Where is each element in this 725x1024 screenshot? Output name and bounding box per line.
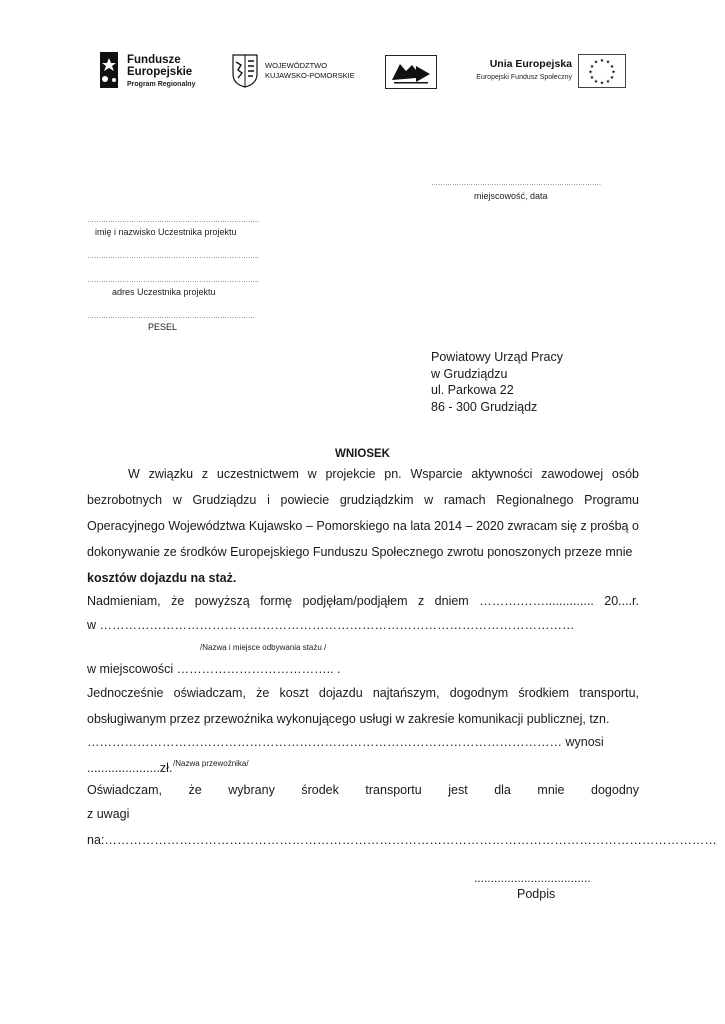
eu-flag (578, 54, 626, 88)
fundusze-europejskie-logo (96, 50, 226, 92)
line-wynosi[interactable]: …………………………………………………………………………………………………… wynosi .....................zł. (87, 735, 604, 775)
svg-text:★: ★ (605, 79, 611, 85)
recipient-line1: Powiatowy Urząd Pracy (431, 350, 563, 364)
recipient-address (431, 349, 563, 415)
wojewodztwo-logo (232, 54, 372, 90)
ue-title: Unia Europejska (489, 58, 572, 70)
recipient-line2: w Grudziądzu (431, 366, 508, 381)
wk-logo-text (265, 61, 355, 81)
paragraph-request-text: W związku z uczestnictwem w projekcie pn. Wsparcie aktywności zawodowej osób bezrobotnych w Grudziądzu i powiecie grudziądzkim w ramach Regionalnego Programu Operacyjnego Województwa Kujawsko – Pomorskiego na lata 2014 – 2020 zwracam się z prośbą o dokonywanie ze środków Europejskiego Funduszu Społecznego zwrotu ponoszonych przeze mnie (87, 467, 639, 559)
unia-europejska-logo (468, 58, 572, 88)
wk-line2: KUJAWSKO-POMORSKIE (265, 71, 355, 80)
line-nadmieniam: Nadmieniam, że powyższą formę podjęłam/podjąłem z dniem ……….…….............. 20....r. (87, 594, 639, 608)
svg-text:★: ★ (588, 69, 593, 76)
participant-name-dots[interactable]: ……………………………………………………………….. (87, 217, 259, 224)
paragraph-request (87, 461, 639, 591)
line-uwagi[interactable]: z uwagi na:………………………………………………………………………………………………………………………………… (87, 807, 717, 847)
participant-address-dots-1[interactable]: ……………………………………………………………….. (87, 253, 259, 260)
fe-line2: Europejskie (127, 66, 193, 78)
svg-text:★: ★ (599, 58, 605, 64)
participant-name-label: imię i nazwisko Uczestnika projektu (95, 227, 237, 237)
wk-line1: WOJEWÓDZTWO (265, 61, 328, 70)
caption-przewoznik: /Nazwa przewoźnika/ (173, 759, 249, 768)
pesel-label: PESEL (148, 322, 178, 332)
voivodeship-crest-icon (232, 54, 258, 88)
line-oswiadczam: Oświadczam, że wybrany środek transportu jest dla mnie dogodny (87, 783, 639, 797)
svg-text:★: ★ (589, 64, 595, 70)
fe-star-mark-icon (96, 50, 122, 90)
svg-text:★: ★ (611, 69, 616, 76)
line-w[interactable]: w …………………………………………………………………………………………………… (87, 618, 575, 632)
paragraph-request-bold: kosztów dojazdu na staż. (87, 571, 237, 585)
svg-text:★: ★ (609, 64, 615, 70)
paragraph-statement: Jednocześnie oświadczam, że koszt dojazdu najtańszym, dogodnym środkiem transportu, obsługiwanym przez przewoźnika wykonującego usługi w zakresie komunikacji publicznej, tzn. (87, 686, 639, 726)
participant-address-label: adres Uczestnika projektu (112, 287, 216, 297)
signature-label: Podpis (517, 887, 556, 901)
pup-arrow-icon (386, 56, 436, 88)
recipient-line3: ul. Parkowa 22 (431, 383, 514, 397)
ue-sub: Europejski Fundusz Społeczny (476, 74, 572, 81)
pup-logo (385, 55, 437, 89)
caption-staz: /Nazwa i miejsce odbywania stażu / (200, 643, 327, 652)
participant-address-dots-2[interactable]: ……………………………………………………………….. (87, 277, 259, 284)
document-title: WNIOSEK (335, 448, 390, 460)
signature-dots[interactable]: ................................... (474, 871, 591, 885)
svg-text:★: ★ (589, 75, 595, 81)
fe-line1: Fundusze (127, 54, 181, 66)
recipient-line4: 86 - 300 Grudziądz (431, 399, 538, 414)
svg-text:★: ★ (599, 80, 605, 87)
svg-text:★: ★ (609, 75, 615, 81)
pesel-dots[interactable]: ……………………………………………………………… (87, 313, 255, 320)
place-date-dots[interactable]: ………………………………………………………………. (431, 180, 601, 187)
svg-text:★: ★ (593, 59, 599, 66)
eu-stars-icon (579, 55, 625, 87)
place-date-label: miejscowość, data (474, 191, 548, 201)
svg-text:★: ★ (605, 59, 611, 66)
line-miejscowosci[interactable]: w miejscowości ……………………………….. . (87, 662, 341, 676)
fe-sub: Program Regionalny (127, 81, 196, 88)
svg-text:★: ★ (593, 79, 599, 85)
fe-logo-text (127, 54, 192, 78)
